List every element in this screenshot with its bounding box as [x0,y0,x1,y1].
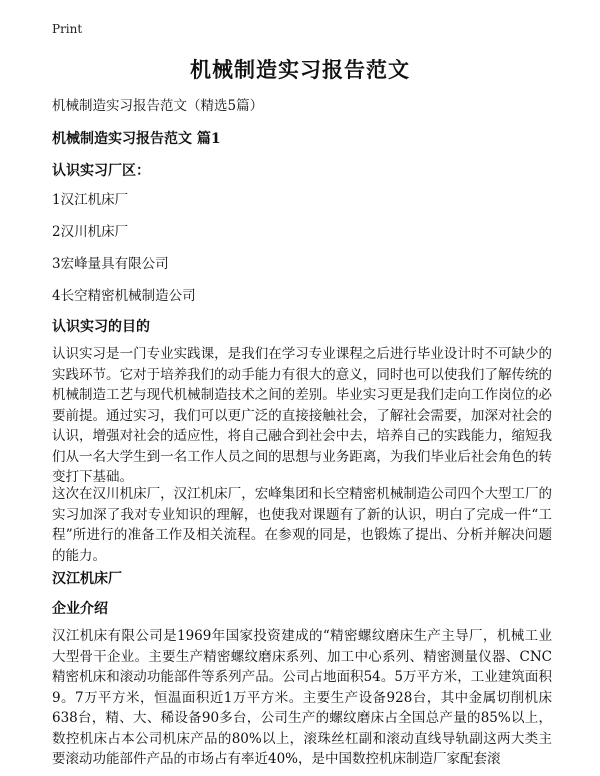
factory-item: 1汉江机床厂 [52,192,129,208]
purpose-heading: 认识实习的目的 [52,319,150,335]
purpose-paragraph-1: 认识实习是一门专业实践课，是我们在学习专业课程之后进行毕业设计时不可缺少的实践环节。它对于培养我们的动手能力有很大的意义，同时也可以使我们了解传统的机械制造工艺与现代机械制造技术之间的差别。毕业实习更是我们走向工作岗位的必要前提。通过实习，我们可以更广泛的直接接触社会，了解社会需要，加深对社会的认识，增强对社会的适应性，将自己融合到社会中去，培养自己的实践能力，缩短我们从一名大学生到一名工作人员之间的思想与业务距离，为我们毕业后社会角色的转变打下基础。 [52,346,552,485]
company-paragraph: 汉江机床有限公司是1969年国家投资建成的“精密螺纹磨床生产主导厂，机械工业大型骨干企业。主要生产精密螺纹磨床系列、加工中心系列、精密测量仪器、CNC精密机床和滚动功能部件等系列产品。公司占地面积54。5万平方米，工业建筑面积9。7万平方米，恒温面积近1万平方米。主要生产设备928台，其中金属切削机床638台，精、大、稀设备90多台，公司生产的螺纹磨床占全国总产量的85%以上，数控机床占本公司机床产品的80%以上，滚珠丝杠副和滚动直线导轨副这两大类主要滚动功能部件产品的市场占有率近40%，是中国数控机床制造厂家配套滚 [52,628,552,767]
print-label[interactable]: Print [52,22,83,36]
factory-item: 2汉川机床厂 [52,224,129,240]
company-heading: 企业介绍 [52,601,108,617]
factory-item: 4长空精密机械制造公司 [52,288,196,304]
hanjiang-heading: 汉江机床厂 [52,571,122,587]
purpose-paragraph-2: 这次在汉川机床厂，汉江机床厂，宏峰集团和长空精密机械制造公司四个大型工厂的实习加深了我对专业知识的理解，也使我对课题有了新的认识，明白了完成一件“工程”所进行的准备工作及相关流程。在参观的同是，也锻炼了提出、分析并解决问题的能力。 [52,486,552,564]
section-heading: 机械制造实习报告范文 篇1 [52,131,221,147]
document-subtitle: 机械制造实习报告范文（精选5篇） [52,98,264,114]
document-title: 机械制造实习报告范文 [190,57,410,82]
factories-heading: 认识实习厂区： [52,163,150,179]
factory-item: 3宏峰量具有限公司 [52,256,169,272]
